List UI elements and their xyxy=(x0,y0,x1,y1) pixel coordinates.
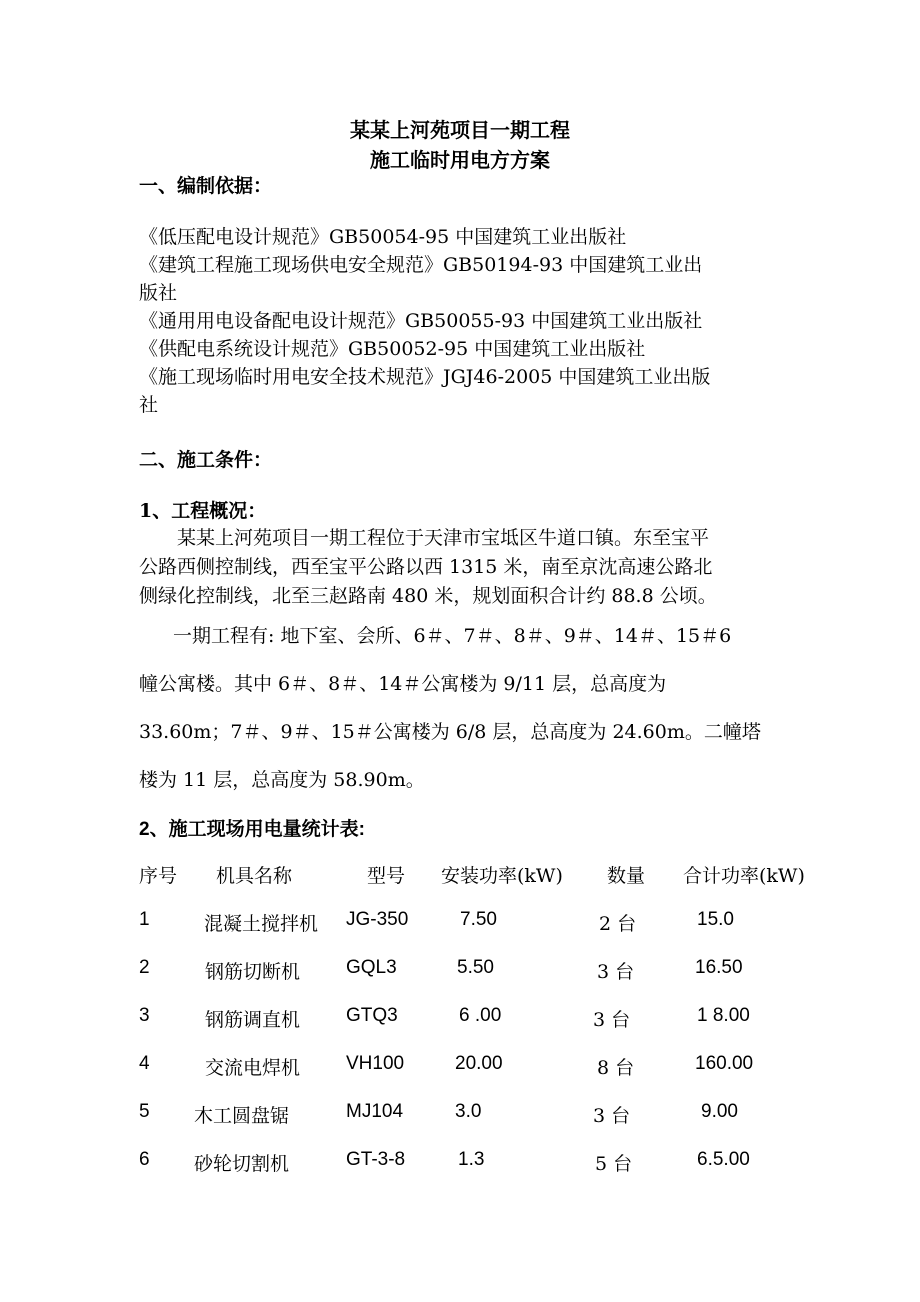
table-cell: 1 xyxy=(139,909,150,930)
table-header-cell: 机具名称 xyxy=(216,865,293,887)
table-cell: 8 台 xyxy=(597,1057,635,1079)
reference-line: 《建筑工程施工现场供电安全规范》GB50194-93 中国建筑工业出 xyxy=(139,254,703,276)
table-cell: 3 台 xyxy=(597,961,635,983)
table-cell: 1 8.00 xyxy=(697,1005,750,1026)
document-title: 某某上河苑项目一期工程 xyxy=(350,118,570,142)
paragraph-line: 33.60m；7＃、9＃、15＃公寓楼为 6/8 层，总高度为 24.60m。二幢塔 xyxy=(139,721,761,743)
reference-line: 《低压配电设计规范》GB50054-95 中国建筑工业出版社 xyxy=(139,226,627,248)
document-subtitle: 施工临时用电方方案 xyxy=(370,148,550,172)
table-cell: 3.0 xyxy=(455,1101,482,1122)
table-cell: 16.50 xyxy=(695,957,743,978)
table-cell: 20.00 xyxy=(455,1053,503,1074)
table-cell: GTQ3 xyxy=(346,1005,398,1026)
table-cell: VH100 xyxy=(346,1053,405,1074)
subsection-heading-table: 2、施工现场用电量统计表: xyxy=(139,819,365,840)
table-cell: 钢筋切断机 xyxy=(205,961,301,983)
table-cell: 2 台 xyxy=(599,913,637,935)
table-header-cell: 安装功率(kW) xyxy=(441,865,563,887)
table-cell: 交流电焊机 xyxy=(205,1057,301,1079)
table-cell: MJ104 xyxy=(346,1101,404,1122)
reference-line: 社 xyxy=(139,394,159,416)
table-header-cell: 型号 xyxy=(367,865,406,887)
subsection-heading-overview: 1、工程概况： xyxy=(139,500,267,522)
reference-line: 《通用用电设备配电设计规范》GB50055-93 中国建筑工业出版社 xyxy=(139,310,703,332)
paragraph-line: 幢公寓楼。其中 6＃、8＃、14＃公寓楼为 9/11 层，总高度为 xyxy=(139,673,667,695)
paragraph-line: 某某上河苑项目一期工程位于天津市宝坻区牛道口镇。东至宝平 xyxy=(177,527,710,549)
paragraph-line: 一期工程有: 地下室、会所、6＃、7＃、8＃、9＃、14＃、15＃6 xyxy=(173,625,732,647)
table-cell: 3 台 xyxy=(593,1009,631,1031)
table-header-cell: 数量 xyxy=(607,865,646,887)
table-cell: 160.00 xyxy=(695,1053,754,1074)
reference-line: 《供配电系统设计规范》GB50052-95 中国建筑工业出版社 xyxy=(139,338,646,360)
paragraph-line: 侧绿化控制线，北至三赵路南 480 米，规划面积合计约 88.8 公顷。 xyxy=(139,585,717,607)
table-cell: 钢筋调直机 xyxy=(205,1009,301,1031)
table-cell: GT-3-8 xyxy=(346,1149,406,1170)
table-header-cell: 序号 xyxy=(139,865,178,887)
table-cell: 5 台 xyxy=(595,1153,633,1175)
table-cell: JG-350 xyxy=(346,909,409,930)
table-cell: 砂轮切割机 xyxy=(194,1153,290,1175)
table-cell: GQL3 xyxy=(346,957,397,978)
table-cell: 混凝土搅拌机 xyxy=(204,913,319,935)
table-cell: 6 xyxy=(139,1149,150,1170)
section-heading-basis: 一、编制依据： xyxy=(139,175,273,197)
table-cell: 2 xyxy=(139,957,150,978)
table-cell: 3 台 xyxy=(593,1105,631,1127)
table-cell: 15.0 xyxy=(697,909,734,930)
table-cell: 4 xyxy=(139,1053,150,1074)
table-cell: 6.5.00 xyxy=(697,1149,750,1170)
table-cell: 7.50 xyxy=(460,909,497,930)
table-cell: 6 .00 xyxy=(459,1005,502,1026)
section-heading-conditions: 二、施工条件： xyxy=(139,449,273,471)
reference-line: 版社 xyxy=(139,282,178,304)
paragraph-line: 公路西侧控制线，西至宝平公路以西 1315 米，南至京沈高速公路北 xyxy=(139,556,713,578)
table-cell: 5 xyxy=(139,1101,150,1122)
table-header-cell: 合计功率(kW) xyxy=(683,865,805,887)
paragraph-line: 楼为 11 层，总高度为 58.90m。 xyxy=(139,769,425,791)
reference-line: 《施工现场临时用电安全技术规范》JGJ46-2005 中国建筑工业出版 xyxy=(139,366,711,388)
table-cell: 9.00 xyxy=(701,1101,738,1122)
table-cell: 1.3 xyxy=(458,1149,485,1170)
table-cell: 木工圆盘锯 xyxy=(194,1105,290,1127)
table-cell: 5.50 xyxy=(457,957,494,978)
table-cell: 3 xyxy=(139,1005,150,1026)
